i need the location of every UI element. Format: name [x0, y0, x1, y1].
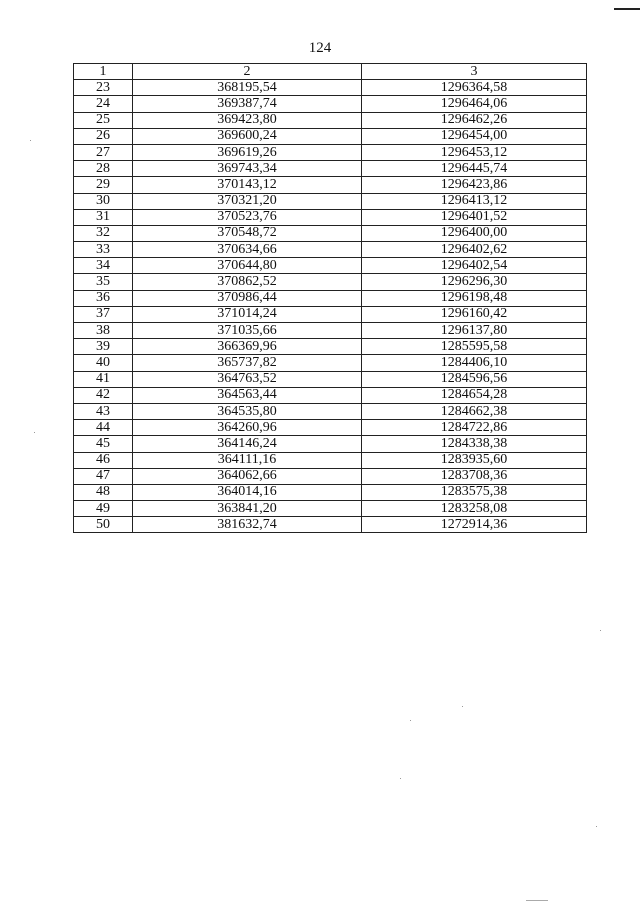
x-coordinate-cell: 364535,80 [133, 403, 362, 419]
y-coordinate-cell: 1296453,12 [362, 144, 587, 160]
point-number-cell: 25 [74, 112, 133, 128]
point-number-cell: 32 [74, 225, 133, 241]
x-coordinate-cell: 369387,74 [133, 96, 362, 112]
y-coordinate-cell: 1296445,74 [362, 161, 587, 177]
y-coordinate-cell: 1284722,86 [362, 420, 587, 436]
table-row [74, 144, 587, 160]
x-coordinate-cell: 370321,20 [133, 193, 362, 209]
point-number-cell: 26 [74, 128, 133, 144]
point-number-cell: 28 [74, 161, 133, 177]
point-number-cell: 34 [74, 258, 133, 274]
point-number-cell: 41 [74, 371, 133, 387]
point-number-cell: 47 [74, 468, 133, 484]
table-header-row [74, 64, 587, 80]
table-row [74, 436, 587, 452]
table-row [74, 468, 587, 484]
x-coordinate-cell: 381632,74 [133, 517, 362, 533]
y-coordinate-cell: 1283935,60 [362, 452, 587, 468]
y-coordinate-cell: 1296413,12 [362, 193, 587, 209]
column-header: 3 [362, 64, 587, 80]
y-coordinate-cell: 1296198,48 [362, 290, 587, 306]
table-row [74, 225, 587, 241]
column-header: 1 [74, 64, 133, 80]
column-header: 2 [133, 64, 362, 80]
y-coordinate-cell: 1283258,08 [362, 501, 587, 517]
scan-speck [34, 432, 35, 433]
x-coordinate-cell: 365737,82 [133, 355, 362, 371]
y-coordinate-cell: 1283708,36 [362, 468, 587, 484]
point-number-cell: 37 [74, 306, 133, 322]
point-number-cell: 23 [74, 80, 133, 96]
y-coordinate-cell: 1285595,58 [362, 339, 587, 355]
table-row [74, 96, 587, 112]
point-number-cell: 27 [74, 144, 133, 160]
y-coordinate-cell: 1284662,38 [362, 403, 587, 419]
table-row [74, 484, 587, 500]
y-coordinate-cell: 1272914,36 [362, 517, 587, 533]
y-coordinate-cell: 1284654,28 [362, 387, 587, 403]
point-number-cell: 50 [74, 517, 133, 533]
y-coordinate-cell: 1283575,38 [362, 484, 587, 500]
point-number-cell: 39 [74, 339, 133, 355]
y-coordinate-cell: 1296402,54 [362, 258, 587, 274]
y-coordinate-cell: 1296401,52 [362, 209, 587, 225]
table-row [74, 161, 587, 177]
x-coordinate-cell: 368195,54 [133, 80, 362, 96]
point-number-cell: 29 [74, 177, 133, 193]
scan-speck [410, 720, 411, 721]
y-coordinate-cell: 1284406,10 [362, 355, 587, 371]
x-coordinate-cell: 370548,72 [133, 225, 362, 241]
point-number-cell: 49 [74, 501, 133, 517]
y-coordinate-cell: 1284338,38 [362, 436, 587, 452]
point-number-cell: 46 [74, 452, 133, 468]
x-coordinate-cell: 369619,26 [133, 144, 362, 160]
table-row [74, 403, 587, 419]
table-row [74, 371, 587, 387]
table-row [74, 274, 587, 290]
x-coordinate-cell: 369423,80 [133, 112, 362, 128]
footer-mark [526, 900, 548, 901]
x-coordinate-cell: 370634,66 [133, 242, 362, 258]
table-row [74, 112, 587, 128]
x-coordinate-cell: 370644,80 [133, 258, 362, 274]
table-body [74, 80, 587, 533]
x-coordinate-cell: 370986,44 [133, 290, 362, 306]
scan-speck [30, 140, 31, 141]
x-coordinate-cell: 371035,66 [133, 323, 362, 339]
point-number-cell: 36 [74, 290, 133, 306]
table-row [74, 177, 587, 193]
table-row [74, 128, 587, 144]
scan-speck [600, 630, 601, 631]
x-coordinate-cell: 364014,16 [133, 484, 362, 500]
point-number-cell: 44 [74, 420, 133, 436]
point-number-cell: 38 [74, 323, 133, 339]
y-coordinate-cell: 1296423,86 [362, 177, 587, 193]
x-coordinate-cell: 369600,24 [133, 128, 362, 144]
x-coordinate-cell: 364763,52 [133, 371, 362, 387]
table-row [74, 306, 587, 322]
table-row [74, 517, 587, 533]
table-row [74, 290, 587, 306]
x-coordinate-cell: 363841,20 [133, 501, 362, 517]
y-coordinate-cell: 1296454,00 [362, 128, 587, 144]
table-row [74, 501, 587, 517]
scan-speck [462, 706, 463, 707]
x-coordinate-cell: 370523,76 [133, 209, 362, 225]
x-coordinate-cell: 366369,96 [133, 339, 362, 355]
x-coordinate-cell: 364111,16 [133, 452, 362, 468]
y-coordinate-cell: 1296400,00 [362, 225, 587, 241]
point-number-cell: 40 [74, 355, 133, 371]
point-number-cell: 24 [74, 96, 133, 112]
y-coordinate-cell: 1296464,06 [362, 96, 587, 112]
point-number-cell: 31 [74, 209, 133, 225]
page-number: 124 [308, 40, 332, 56]
table-row [74, 193, 587, 209]
y-coordinate-cell: 1296462,26 [362, 112, 587, 128]
coordinates-table [73, 63, 587, 533]
scan-speck [596, 826, 597, 827]
table-row [74, 387, 587, 403]
x-coordinate-cell: 370862,52 [133, 274, 362, 290]
table-row [74, 258, 587, 274]
y-coordinate-cell: 1296137,80 [362, 323, 587, 339]
table-row [74, 209, 587, 225]
y-coordinate-cell: 1296364,58 [362, 80, 587, 96]
table-row [74, 242, 587, 258]
table-row [74, 323, 587, 339]
table-row [74, 80, 587, 96]
x-coordinate-cell: 364260,96 [133, 420, 362, 436]
y-coordinate-cell: 1284596,56 [362, 371, 587, 387]
table-row [74, 452, 587, 468]
y-coordinate-cell: 1296296,30 [362, 274, 587, 290]
point-number-cell: 35 [74, 274, 133, 290]
y-coordinate-cell: 1296402,62 [362, 242, 587, 258]
point-number-cell: 45 [74, 436, 133, 452]
x-coordinate-cell: 370143,12 [133, 177, 362, 193]
point-number-cell: 30 [74, 193, 133, 209]
y-coordinate-cell: 1296160,42 [362, 306, 587, 322]
x-coordinate-cell: 371014,24 [133, 306, 362, 322]
point-number-cell: 33 [74, 242, 133, 258]
table-row [74, 355, 587, 371]
table-row [74, 339, 587, 355]
x-coordinate-cell: 369743,34 [133, 161, 362, 177]
point-number-cell: 42 [74, 387, 133, 403]
scan-speck [400, 778, 401, 779]
x-coordinate-cell: 364563,44 [133, 387, 362, 403]
x-coordinate-cell: 364146,24 [133, 436, 362, 452]
x-coordinate-cell: 364062,66 [133, 468, 362, 484]
point-number-cell: 43 [74, 403, 133, 419]
table-row [74, 420, 587, 436]
corner-mark [614, 8, 640, 10]
point-number-cell: 48 [74, 484, 133, 500]
